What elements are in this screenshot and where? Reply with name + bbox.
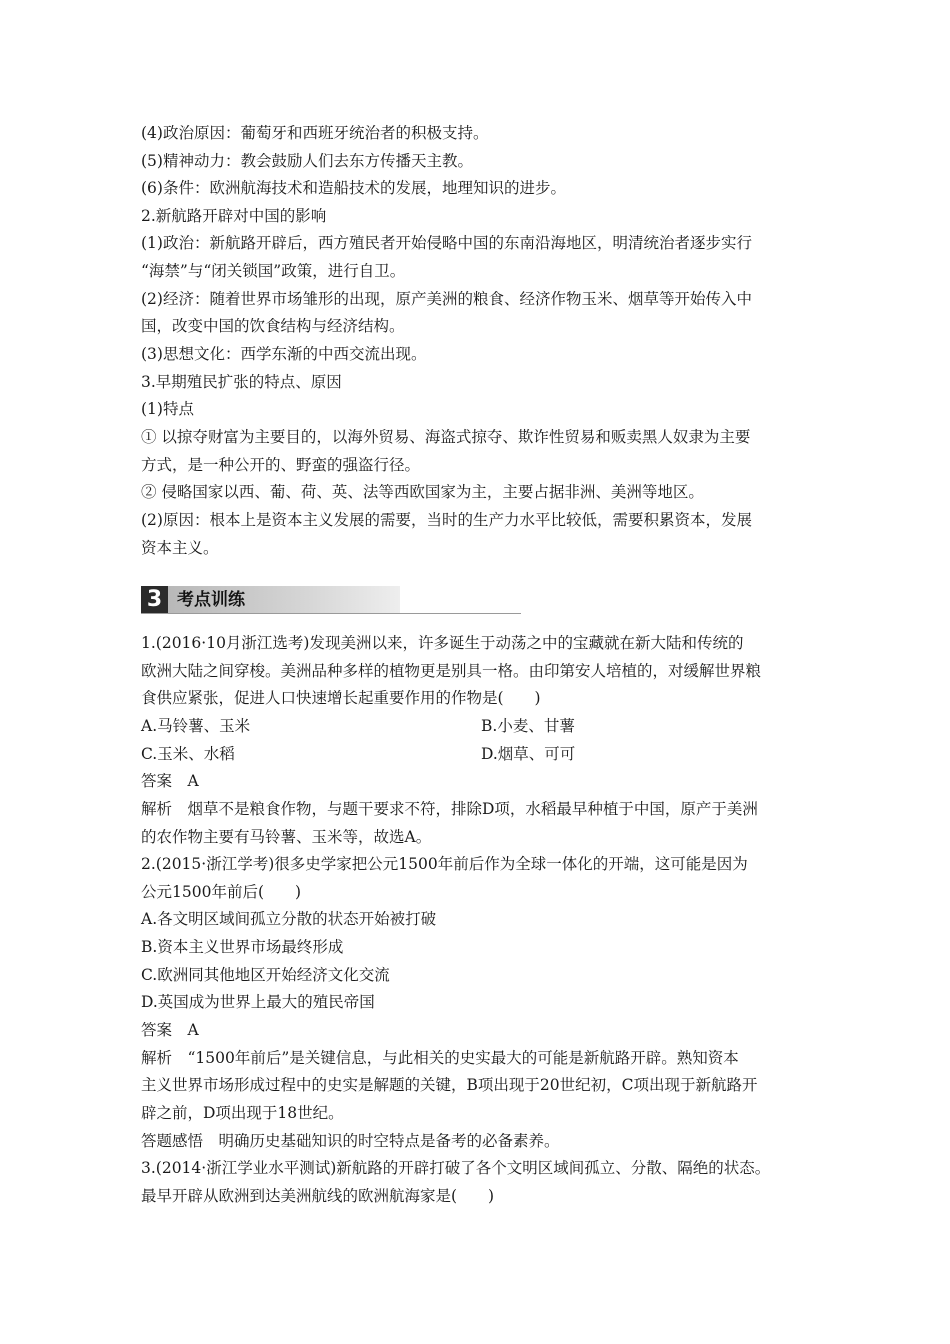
text-line: (6)条件：欧洲航海技术和造船技术的发展，地理知识的进步。 [141,179,566,197]
section-number: 3 [141,586,168,613]
question-2-stem: 2.(2015·浙江学考)很多史学家把公元1500年前后作为全球一体化的开端，这可能是因为 [141,855,748,873]
question-1-stem: 食供应紧张，促进人口快速增长起重要作用的作物是( ) [141,689,541,707]
text-line: 资本主义。 [141,539,219,557]
text-line: ① 以掠夺财富为主要目的，以海外贸易、海盗式掠夺、欺诈性贸易和贩卖黑人奴隶为主要 [141,428,751,446]
text-line: (3)思想文化：西学东渐的中西交流出现。 [141,345,427,363]
question-2-option-d: D.英国成为世界上最大的殖民帝国 [141,993,375,1011]
text-line: (1)特点 [141,400,194,418]
question-1-option-b: B.小麦、甘薯 [481,717,575,735]
question-2-analysis: 解析 “1500年前后”是关键信息，与此相关的史实最大的可能是新航路开辟。熟知资本 [141,1049,739,1067]
question-2-analysis: 辟之前，D项出现于18世纪。 [141,1104,344,1122]
text-line: (2)经济：随着世界市场雏形的出现，原产美洲的粮食、经济作物玉米、烟草等开始传入中 [141,290,752,308]
question-1-answer: 答案 A [141,772,199,790]
question-2-option-b: B.资本主义世界市场最终形成 [141,938,344,956]
question-3-stem: 最早开辟从欧洲到达美洲航线的欧洲航海家是( ) [141,1187,495,1205]
question-1-analysis: 的农作物主要有马铃薯、玉米等，故选A。 [141,828,432,846]
section-divider [141,613,521,614]
question-3-stem: 3.(2014·浙江学业水平测试)新航路的开辟打破了各个文明区域间孤立、分散、隔绝的状态。 [141,1159,771,1177]
question-2-stem: 公元1500年前后( ) [141,883,302,901]
section-title: 考点训练 [177,590,245,610]
question-2-option-c: C.欧洲同其他地区开始经济文化交流 [141,966,390,984]
question-1-option-a: A.马铃薯、玉米 [141,717,251,735]
question-1-option-d: D.烟草、可可 [481,745,576,763]
text-line: ② 侵略国家以西、葡、荷、英、法等西欧国家为主，主要占据非洲、美洲等地区。 [141,483,704,501]
question-2-answer: 答案 A [141,1021,199,1039]
text-line: 2.新航路开辟对中国的影响 [141,207,327,225]
question-1-stem: 欧洲大陆之间穿梭。美洲品种多样的植物更是别具一格。由印第安人培植的，对缓解世界粮 [141,662,762,680]
text-line: (2)原因：根本上是资本主义发展的需要，当时的生产力水平比较低，需要积累资本，发展 [141,511,752,529]
question-1-option-c: C.玉米、水稻 [141,745,235,763]
question-1-analysis: 解析 烟草不是粮食作物，与题干要求不符，排除D项，水稻最早种植于中国，原产于美洲 [141,800,758,818]
question-1-stem: 1.(2016·10月浙江选考)发现美洲以来，许多诞生于动荡之中的宝藏就在新大陆和传统的 [141,634,744,652]
text-line: 3.早期殖民扩张的特点、原因 [141,373,342,391]
question-2-analysis: 主义世界市场形成过程中的史实是解题的关键，B项出现于20世纪初，C项出现于新航路开 [141,1076,758,1094]
question-2-option-a: A.各文明区域间孤立分散的状态开始被打破 [141,910,437,928]
text-line: “海禁”与“闭关锁国”政策，进行自卫。 [141,262,406,280]
text-line: (4)政治原因：葡萄牙和西班牙统治者的积极支持。 [141,124,489,142]
text-line: (1)政治：新航路开辟后，西方殖民者开始侵略中国的东南沿海地区，明清统治者逐步实行 [141,234,752,252]
section-header [141,586,521,614]
text-line: 国，改变中国的饮食结构与经济结构。 [141,317,405,335]
question-2-insight: 答题感悟 明确历史基础知识的时空特点是备考的必备素养。 [141,1132,560,1150]
text-line: (5)精神动力：教会鼓励人们去东方传播天主教。 [141,152,473,170]
text-line: 方式，是一种公开的、野蛮的强盗行径。 [141,456,421,474]
